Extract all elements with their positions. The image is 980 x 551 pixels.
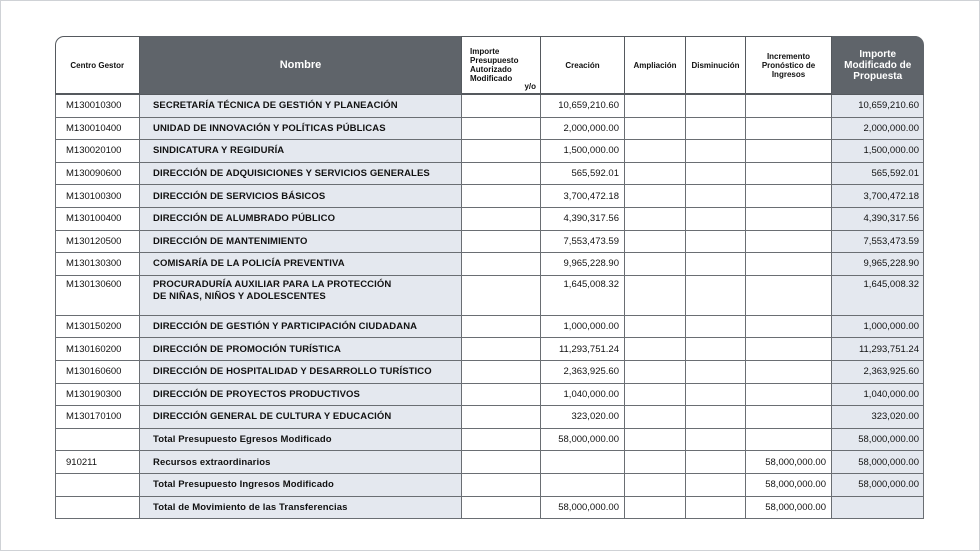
header-importe-autorizado-label: Importe Presupuesto Autorizado Modificado (470, 47, 519, 83)
header-creacion: Creación (541, 36, 625, 95)
total-row (56, 496, 924, 519)
cell-disminucion (686, 117, 746, 140)
cell-ampliacion (625, 315, 686, 338)
cell-importe (462, 162, 541, 185)
cell-creacion: 1,500,000.00 (541, 140, 625, 163)
cell-name: Total de Movimiento de las Transferencias (140, 496, 462, 519)
cell-incremento (746, 406, 832, 429)
table-row (56, 117, 924, 140)
cell-final: 58,000,000.00 (832, 428, 924, 451)
cell-name: Recursos extraordinarios (140, 451, 462, 474)
cell-incremento (746, 140, 832, 163)
cell-code: M130150200 (56, 315, 140, 338)
table-row (56, 338, 924, 361)
table-row (56, 253, 924, 276)
cell-creacion: 11,293,751.24 (541, 338, 625, 361)
cell-name: DIRECCIÓN DE HOSPITALIDAD Y DESARROLLO TURÍSTICO (140, 360, 462, 383)
cell-disminucion (686, 207, 746, 230)
cell-disminucion (686, 253, 746, 276)
cell-ampliacion (625, 185, 686, 208)
cell-importe (462, 360, 541, 383)
cell-incremento (746, 383, 832, 406)
cell-creacion: 1,645,008.32 (541, 275, 625, 315)
cell-disminucion (686, 185, 746, 208)
cell-name: Total Presupuesto Egresos Modificado (140, 428, 462, 451)
cell-code: M130120500 (56, 230, 140, 253)
cell-creacion: 4,390,317.56 (541, 207, 625, 230)
cell-final: 1,645,008.32 (832, 275, 924, 315)
cell-disminucion (686, 473, 746, 496)
table-row (56, 315, 924, 338)
cell-creacion: 1,000,000.00 (541, 315, 625, 338)
cell-name: DIRECCIÓN DE SERVICIOS BÁSICOS (140, 185, 462, 208)
cell-final: 3,700,472.18 (832, 185, 924, 208)
budget-table-container (55, 36, 923, 519)
cell-ampliacion (625, 496, 686, 519)
header-disminucion: Disminución (686, 36, 746, 95)
total-row (56, 473, 924, 496)
cell-disminucion (686, 451, 746, 474)
cell-incremento (746, 95, 832, 118)
cell-final: 9,965,228.90 (832, 253, 924, 276)
cell-disminucion (686, 406, 746, 429)
cell-incremento (746, 338, 832, 361)
cell-code: M130130600 (56, 275, 140, 315)
cell-incremento: 58,000,000.00 (746, 496, 832, 519)
table-row (56, 360, 924, 383)
cell-name: SECRETARÍA TÉCNICA DE GESTIÓN Y PLANEACIÓN (140, 95, 462, 118)
cell-ampliacion (625, 162, 686, 185)
cell-code: M130010400 (56, 117, 140, 140)
cell-name: UNIDAD DE INNOVACIÓN Y POLÍTICAS PÚBLICAS (140, 117, 462, 140)
header-ampliacion: Ampliación (625, 36, 686, 95)
cell-incremento (746, 117, 832, 140)
cell-creacion: 565,592.01 (541, 162, 625, 185)
cell-incremento (746, 185, 832, 208)
cell-creacion: 7,553,473.59 (541, 230, 625, 253)
cell-importe (462, 315, 541, 338)
cell-name: DIRECCIÓN DE GESTIÓN Y PARTICIPACIÓN CIUDADANA (140, 315, 462, 338)
cell-ampliacion (625, 230, 686, 253)
cell-disminucion (686, 230, 746, 253)
header-centro-gestor: Centro Gestor (56, 36, 140, 95)
cell-code: M130160200 (56, 338, 140, 361)
cell-importe (462, 383, 541, 406)
cell-creacion: 1,040,000.00 (541, 383, 625, 406)
table-row (56, 207, 924, 230)
cell-creacion (541, 451, 625, 474)
cell-final: 10,659,210.60 (832, 95, 924, 118)
cell-ampliacion (625, 428, 686, 451)
table-row (56, 230, 924, 253)
cell-ampliacion (625, 473, 686, 496)
cell-name: SINDICATURA Y REGIDURÍA (140, 140, 462, 163)
header-row (56, 36, 924, 95)
cell-ampliacion (625, 253, 686, 276)
table-row (56, 451, 924, 474)
cell-code: M130130300 (56, 253, 140, 276)
cell-importe (462, 275, 541, 315)
cell-name: DIRECCIÓN DE PROYECTOS PRODUCTIVOS (140, 383, 462, 406)
cell-disminucion (686, 162, 746, 185)
header-importe-autorizado-suffix: y/o (524, 82, 536, 91)
cell-ampliacion (625, 95, 686, 118)
cell-ampliacion (625, 117, 686, 140)
cell-code: M130170100 (56, 406, 140, 429)
cell-importe (462, 428, 541, 451)
cell-final: 58,000,000.00 (832, 451, 924, 474)
cell-incremento (746, 275, 832, 315)
cell-name-line-2: DE NIÑAS, NIÑOS Y ADOLESCENTES (153, 290, 326, 302)
cell-ampliacion (625, 406, 686, 429)
cell-code: M130090600 (56, 162, 140, 185)
cell-disminucion (686, 95, 746, 118)
cell-ampliacion (625, 207, 686, 230)
cell-creacion: 3,700,472.18 (541, 185, 625, 208)
cell-importe (462, 207, 541, 230)
cell-ampliacion (625, 275, 686, 315)
cell-code: M130020100 (56, 140, 140, 163)
cell-code (56, 428, 140, 451)
cell-code (56, 473, 140, 496)
cell-importe (462, 451, 541, 474)
cell-disminucion (686, 496, 746, 519)
table-row (56, 383, 924, 406)
cell-creacion: 2,000,000.00 (541, 117, 625, 140)
budget-transfer-table (55, 36, 924, 519)
cell-code: M130100400 (56, 207, 140, 230)
cell-final: 11,293,751.24 (832, 338, 924, 361)
cell-importe (462, 117, 541, 140)
cell-incremento: 58,000,000.00 (746, 451, 832, 474)
cell-incremento: 58,000,000.00 (746, 473, 832, 496)
cell-importe (462, 140, 541, 163)
cell-final: 58,000,000.00 (832, 473, 924, 496)
cell-final: 323,020.00 (832, 406, 924, 429)
table-row (56, 140, 924, 163)
cell-disminucion (686, 360, 746, 383)
total-row (56, 428, 924, 451)
table-row (56, 95, 924, 118)
cell-incremento (746, 315, 832, 338)
cell-code: M130100300 (56, 185, 140, 208)
cell-disminucion (686, 315, 746, 338)
cell-creacion: 9,965,228.90 (541, 253, 625, 276)
header-importe-autorizado (462, 36, 541, 95)
cell-ampliacion (625, 338, 686, 361)
cell-code: 910211 (56, 451, 140, 474)
cell-final: 1,040,000.00 (832, 383, 924, 406)
table-row (56, 406, 924, 429)
header-incremento: Incremento Pronóstico de Ingresos (746, 36, 832, 95)
cell-disminucion (686, 275, 746, 315)
table-row (56, 275, 924, 315)
cell-name: DIRECCIÓN DE ALUMBRADO PÚBLICO (140, 207, 462, 230)
cell-creacion: 2,363,925.60 (541, 360, 625, 383)
cell-code: M130190300 (56, 383, 140, 406)
cell-importe (462, 230, 541, 253)
cell-name (140, 275, 462, 315)
header-importe-modificado: Importe Modificado de Propuesta (832, 36, 924, 95)
cell-disminucion (686, 140, 746, 163)
cell-final: 1,500,000.00 (832, 140, 924, 163)
header-nombre: Nombre (140, 36, 462, 95)
cell-disminucion (686, 428, 746, 451)
cell-importe (462, 95, 541, 118)
cell-incremento (746, 230, 832, 253)
cell-creacion: 10,659,210.60 (541, 95, 625, 118)
cell-ampliacion (625, 383, 686, 406)
table-row (56, 185, 924, 208)
cell-disminucion (686, 383, 746, 406)
cell-code (56, 496, 140, 519)
cell-importe (462, 338, 541, 361)
cell-final: 1,000,000.00 (832, 315, 924, 338)
cell-final: 2,000,000.00 (832, 117, 924, 140)
cell-importe (462, 406, 541, 429)
cell-ampliacion (625, 451, 686, 474)
cell-name: DIRECCIÓN GENERAL DE CULTURA Y EDUCACIÓN (140, 406, 462, 429)
cell-creacion: 323,020.00 (541, 406, 625, 429)
cell-importe (462, 185, 541, 208)
cell-code: M130160600 (56, 360, 140, 383)
cell-importe (462, 253, 541, 276)
cell-name: DIRECCIÓN DE ADQUISICIONES Y SERVICIOS GENERALES (140, 162, 462, 185)
cell-incremento (746, 207, 832, 230)
cell-incremento (746, 428, 832, 451)
cell-creacion (541, 473, 625, 496)
cell-disminucion (686, 338, 746, 361)
cell-name: DIRECCIÓN DE PROMOCIÓN TURÍSTICA (140, 338, 462, 361)
cell-incremento (746, 162, 832, 185)
cell-incremento (746, 360, 832, 383)
cell-importe (462, 473, 541, 496)
cell-creacion: 58,000,000.00 (541, 496, 625, 519)
cell-name: Total Presupuesto Ingresos Modificado (140, 473, 462, 496)
cell-name: COMISARÍA DE LA POLICÍA PREVENTIVA (140, 253, 462, 276)
cell-final: 4,390,317.56 (832, 207, 924, 230)
cell-ampliacion (625, 140, 686, 163)
cell-creacion: 58,000,000.00 (541, 428, 625, 451)
cell-incremento (746, 253, 832, 276)
table-row (56, 162, 924, 185)
cell-code: M130010300 (56, 95, 140, 118)
cell-name-line-1: PROCURADURÍA AUXILIAR PARA LA PROTECCIÓN (153, 278, 392, 290)
cell-final: 565,592.01 (832, 162, 924, 185)
cell-final: 7,553,473.59 (832, 230, 924, 253)
cell-name: DIRECCIÓN DE MANTENIMIENTO (140, 230, 462, 253)
cell-importe (462, 496, 541, 519)
cell-ampliacion (625, 360, 686, 383)
cell-final (832, 496, 924, 519)
cell-final: 2,363,925.60 (832, 360, 924, 383)
